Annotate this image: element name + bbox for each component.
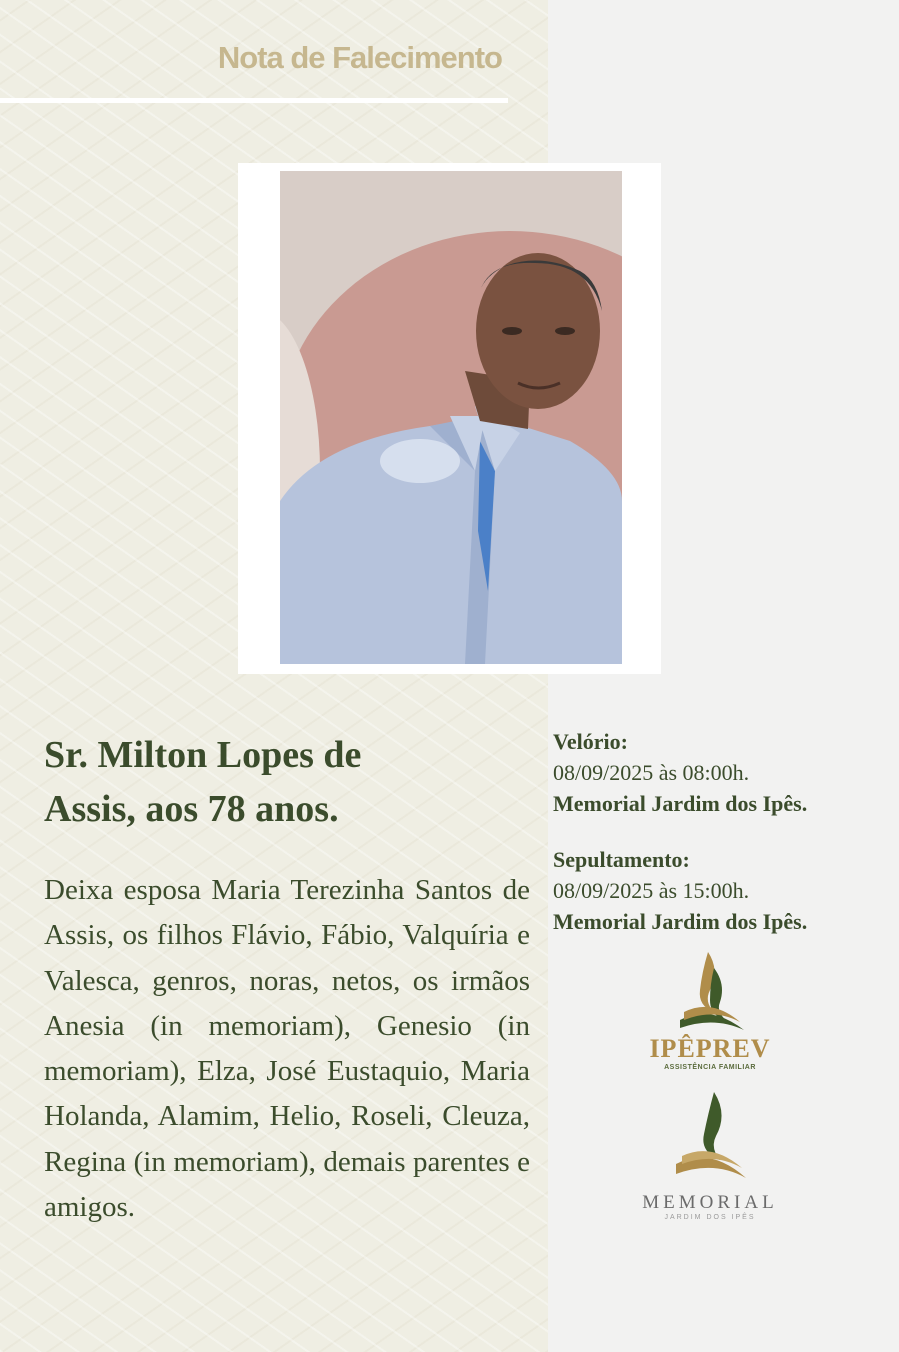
deceased-name-line2: Assis, aos 78 anos. [44, 788, 339, 830]
sepultamento-label: Sepultamento: [553, 847, 690, 872]
header-divider [0, 98, 508, 103]
ipeprev-subtitle: ASSISTÊNCIA FAMILIAR [664, 1064, 756, 1071]
header-title-text: Nota de Falecimento [217, 40, 502, 75]
deceased-name [44, 728, 514, 836]
portrait-illustration [280, 171, 622, 664]
flame-icon [670, 1090, 750, 1184]
sepultamento-place: Memorial Jardim dos Ipês. [553, 909, 808, 934]
velorio-block [553, 726, 893, 819]
memorial-subtitle: JARDIM DOS IPÊS [664, 1214, 756, 1221]
header-title [0, 40, 508, 76]
sepultamento-block [553, 844, 893, 937]
velorio-place: Memorial Jardim dos Ipês. [553, 791, 808, 816]
photo-frame [238, 163, 661, 674]
sepultamento-datetime: 08/09/2025 às 15:00h. [553, 878, 750, 903]
velorio-datetime: 08/09/2025 às 08:00h. [553, 760, 750, 785]
family-paragraph: Deixa esposa Maria Terezinha Santos de Assis, os filhos Flávio, Fábio, Valquíria e Valesca, genros, noras, netos, os irmãos Anesia (in memoriam), Genesio (in memoriam), Elza, José Eustaquio, Maria Holanda, Alamim, Helio, Roseli, Cleuza, Regina (in memoriam), demais parentes e amigos. [44, 874, 530, 1224]
deceased-name-line1: Sr. Milton Lopes de [44, 734, 362, 776]
deceased-photo [280, 171, 622, 664]
memorial-name: MEMORIAL [642, 1192, 778, 1213]
ipeprev-name: IPÊPREV [649, 1034, 771, 1063]
memorial-logo [620, 1090, 800, 1221]
flame-icon [670, 950, 750, 1036]
velorio-label: Velório: [553, 729, 628, 754]
ipeprev-logo [630, 950, 790, 1071]
